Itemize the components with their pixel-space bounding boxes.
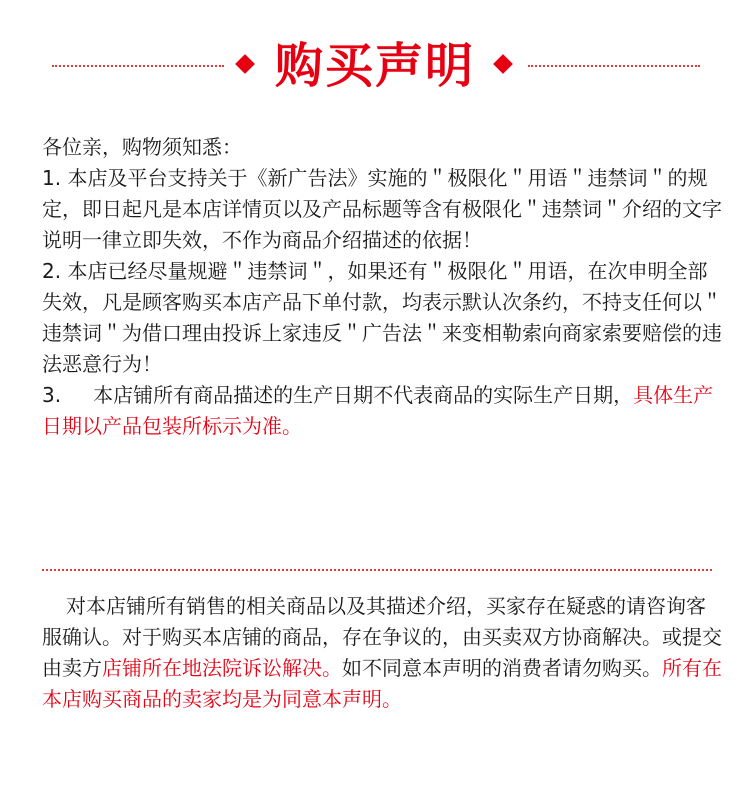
header-dotted-line-right <box>528 65 700 67</box>
section-divider <box>42 569 712 571</box>
disclaimer-red-1: 店铺所在地法院诉讼解决。 <box>102 656 342 680</box>
notice-item-3-text: 本店铺所有商品描述的生产日期不代表商品的实际生产日期， <box>93 383 634 407</box>
header <box>0 28 750 108</box>
disclaimer-part-2: 如不同意本声明的消费者请勿购买。 <box>342 656 662 680</box>
notice-item-3-red: 具体生产日期以产品包装所标示为准。 <box>42 383 714 438</box>
notice-item-3 <box>42 380 722 442</box>
notice-item-3-number: 3. <box>42 383 62 407</box>
disclaimer-red-2: 所有在本店购买商品的卖家均是为同意本声明。 <box>42 656 722 711</box>
notice-section <box>42 132 722 442</box>
page-title: 购买声明 <box>274 38 475 94</box>
disclaimer-paragraph <box>42 591 722 715</box>
notice-item-2: 2. 本店已经尽量规避＂违禁词＂，如果还有＂极限化＂用语，在次申明全部失效，凡是顾客购买本店产品下单付款，均表示默认次条约，不持支任何以＂违禁词＂为借口理由投诉上家违反＂广告法＂来变相勒索向商家索要赔偿的违法恶意行为！ <box>42 259 722 376</box>
notice-item-1: 1. 本店及平台支持关于《新广告法》实施的＂极限化＂用语＂违禁词＂的规定，即日起凡是本店详情页以及产品标题等含有极限化＂违禁词＂介绍的文字说明一律立即失效，不作为商品介绍描述的依据！ <box>42 166 722 252</box>
disclaimer-part-1: 对本店铺所有销售的相关商品以及其描述介绍，买家存在疑惑的请咨询客服确认。对于购买本店铺的商品，存在争议的，由买卖双方协商解决。或提交由卖方 <box>42 594 722 680</box>
disclaimer-section <box>42 591 722 715</box>
greeting: 各位亲，购物须知悉： <box>42 135 242 159</box>
